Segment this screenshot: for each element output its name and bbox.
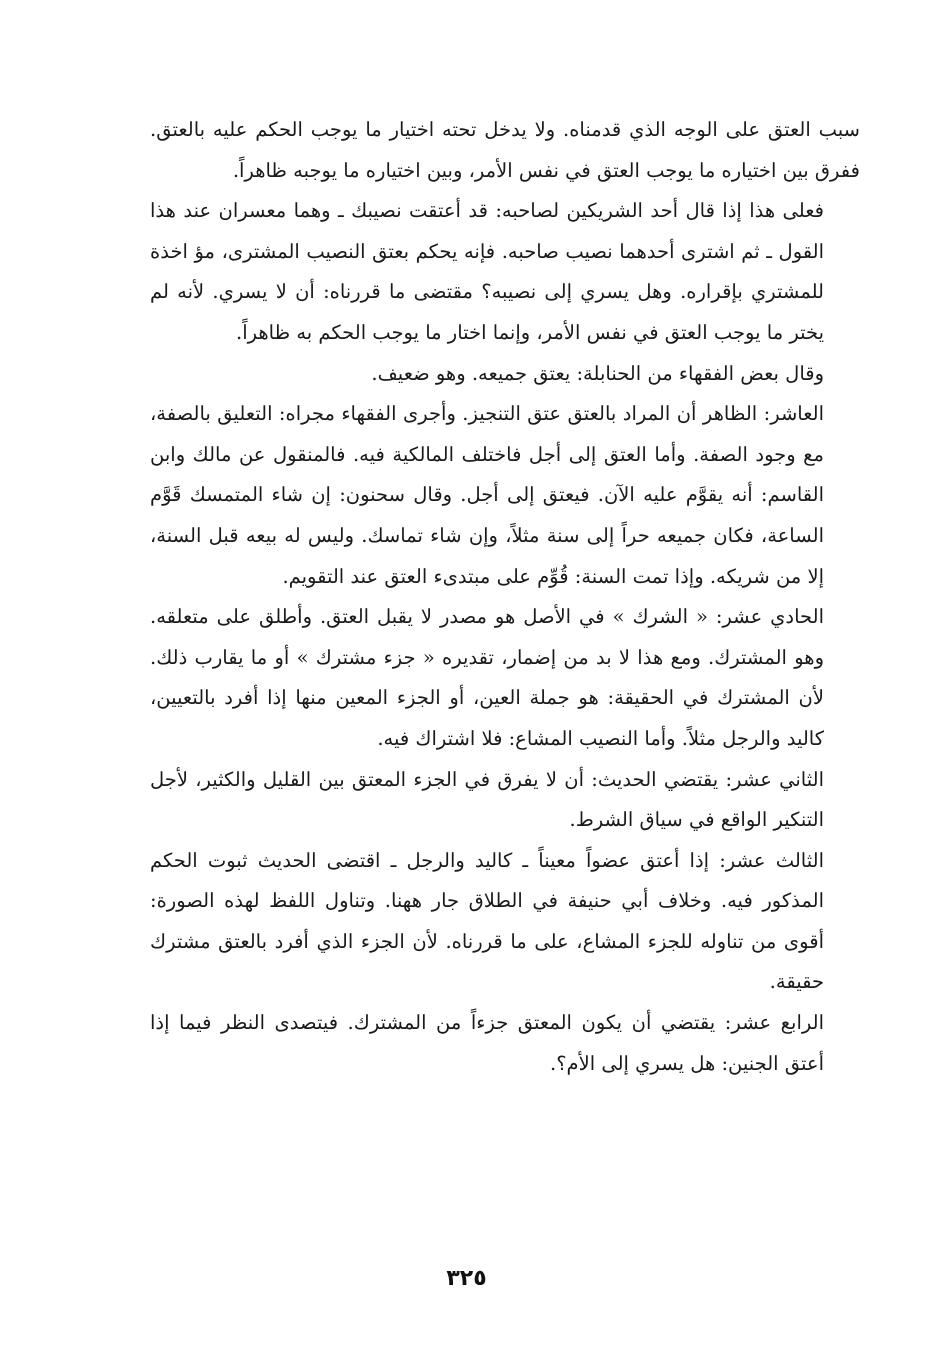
paragraph-8: الرابع عشر: يقتضي أن يكون المعتق جزءاً من المشترك. فيتصدى النظر فيما إذا أعتق الجنين: هل يسري إلى الأم؟. — [150, 1011, 824, 1075]
body-text — [150, 110, 860, 1084]
paragraph-7: الثالث عشر: إذا أعتق عضواً معيناً ـ كاليد والرجل ـ اقتضى الحديث ثبوت الحكم المذكور فيه. وخلاف أبي حنيفة في الطلاق جار ههنا. وتناول اللفظ لهذه الصورة: أقوى من تناوله للجزء المشاع، على ما قررناه. لأن الجزء الذي أفرد بالعتق مشترك حقيقة. — [150, 848, 824, 994]
paragraph-4: العاشر: الظاهر أن المراد بالعتق عتق التنجيز. وأجرى الفقهاء مجراه: التعليق بالصفة، مع وجود الصفة. وأما العتق إلى أجل فاختلف المالكية فيه. فالمنقول عن مالك وابن القاسم: أنه يقوَّم عليه الآن. فيعتق إلى أجل. وقال سحنون: إن شاء المتمسك قَوَّم الساعة، فكان جميعه حراً إلى سنة مثلاً، وإن شاء تماسك. وليس له بيعه قبل السنة، إلا من شريكه. وإذا تمت السنة: قُوِّم على مبتدىء العتق عند التقويم. — [150, 402, 824, 588]
paragraph-5: الحادي عشر: « الشرك » في الأصل هو مصدر لا يقبل العتق. وأطلق على متعلقه. وهو المشترك. ومع هذا لا بد من إضمار، تقديره « جزء مشترك » أو ما يقارب ذلك. لأن المشترك في الحقيقة: هو جملة العين، أو الجزء المعين منها إذا أفرد بالتعيين، كاليد والرجل مثلاً. وأما النصيب المشاع: فلا اشتراك فيه. — [150, 605, 824, 750]
page-number: ٣٢٥ — [446, 1266, 487, 1291]
paragraph-6: الثاني عشر: يقتضي الحديث: أن لا يفرق في الجزء المعتق بين القليل والكثير، لأجل التنكير الواقع في سياق الشرط. — [150, 767, 824, 832]
paragraph-1: سبب العتق على الوجه الذي قدمناه. ولا يدخل تحته اختيار ما يوجب الحكم عليه بالعتق. ففرق بين اختياره ما يوجب العتق في نفس الأمر، وبين اختياره ما يوجبه ظاهراً. — [150, 118, 860, 182]
paragraph-3: وقال بعض الفقهاء من الحنابلة: يعتق جميعه. وهو ضعيف. — [371, 361, 824, 385]
paragraph-2: فعلى هذا إذا قال أحد الشريكين لصاحبه: قد أعتقت نصيبك ـ وهما معسران عند هذا القول ـ ثم اشترى أحدهما نصيب صاحبه. فإنه يحكم بعتق النصيب المشترى، مؤ اخذة للمشتري بإقراره. وهل يسري إلى نصيبه؟ مقتضى ما قررناه: أن لا يسري. لأنه لم يختر ما يوجب العتق في نفس الأمر، وإنما اختار ما يوجب الحكم به ظاهراً. — [150, 199, 824, 344]
